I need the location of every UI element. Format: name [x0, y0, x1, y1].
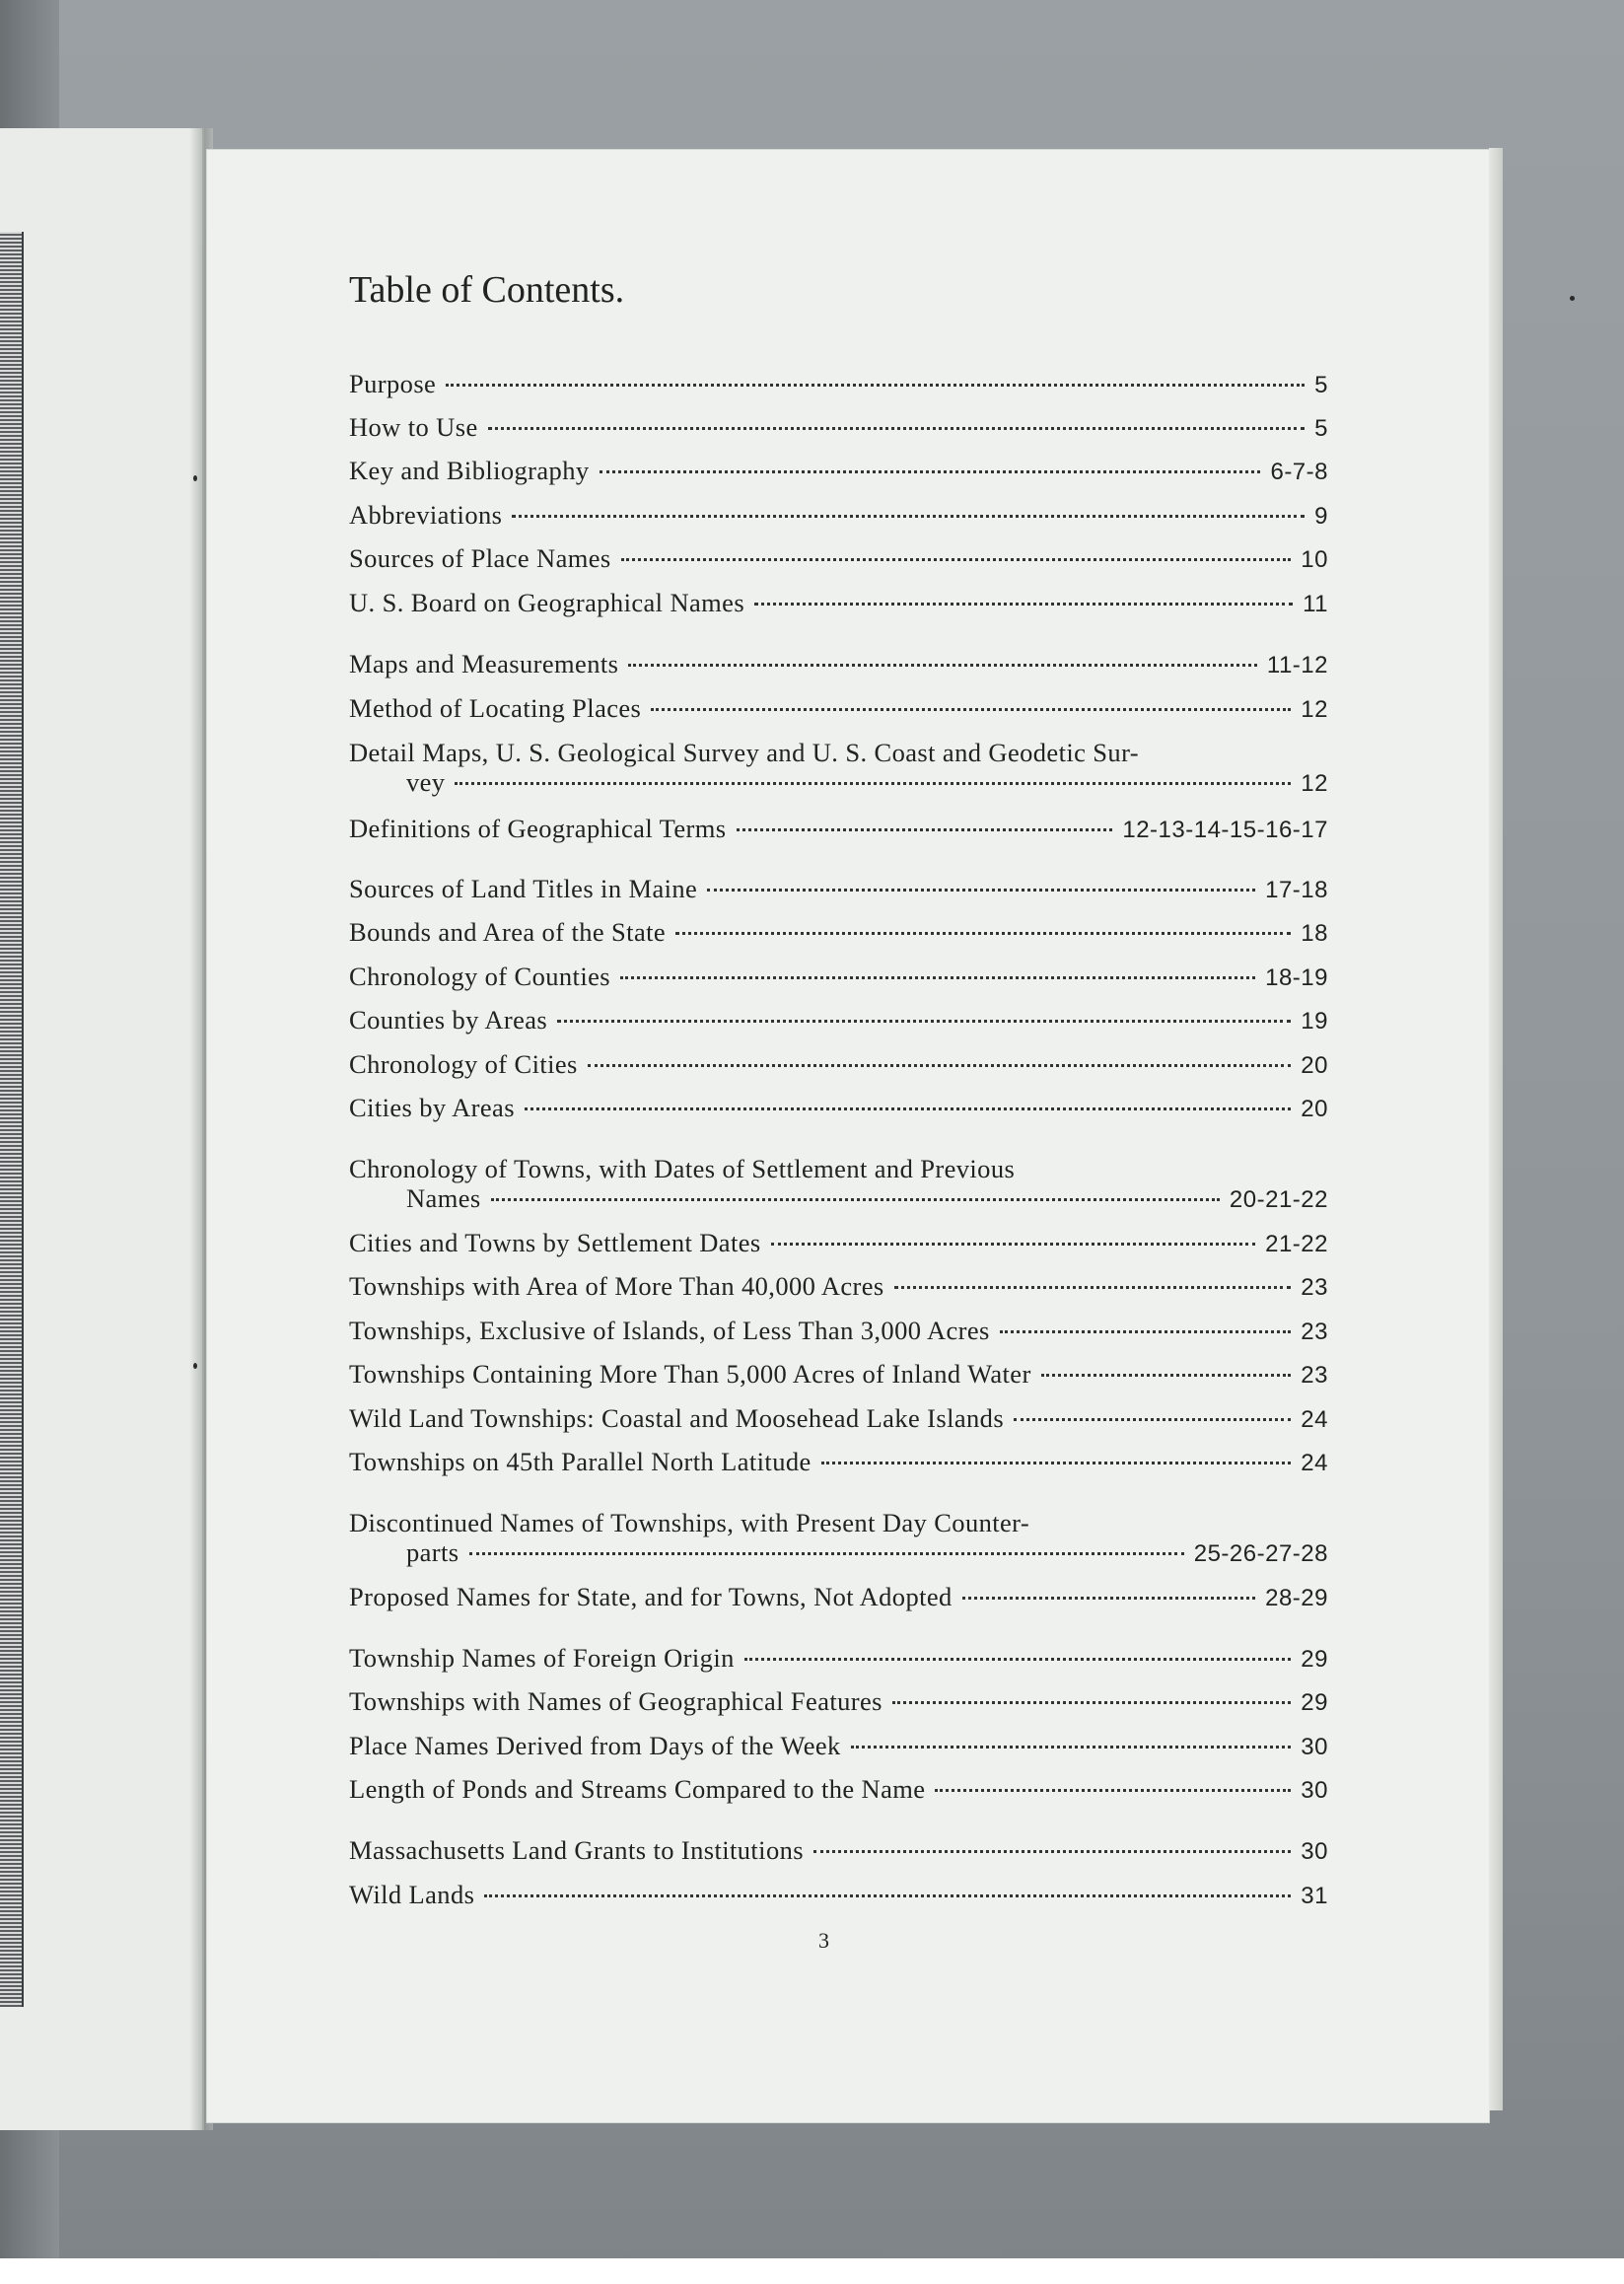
- toc-entry-label: Method of Locating Places: [349, 693, 642, 723]
- toc-entry-label: Detail Maps, U. S. Geological Survey and U. S. Coast and Geodetic Sur-: [349, 738, 1139, 767]
- toc-entry-line: [349, 1508, 1328, 1538]
- toc-entry-page: 11-12: [1266, 652, 1328, 678]
- dot-leader: [935, 1789, 1291, 1792]
- dot-leader: [744, 1658, 1292, 1661]
- toc-entry-line: [349, 1880, 1328, 1910]
- toc-entry-label: Definitions of Geographical Terms: [349, 814, 727, 843]
- toc-entry-line: [349, 767, 1328, 798]
- toc-entry-label: Abbreviations: [349, 500, 503, 530]
- dot-leader: [1014, 1418, 1291, 1421]
- toc-entry-line: [349, 1183, 1328, 1214]
- toc-entry-label: Townships, Exclusive of Islands, of Less Than 3,000 Acres: [349, 1316, 990, 1345]
- toc-entry: [349, 500, 1328, 532]
- dot-leader: [1000, 1330, 1292, 1333]
- toc-entry: [349, 543, 1328, 575]
- toc-entry-page: 11: [1303, 591, 1328, 617]
- toc-entry: [349, 874, 1328, 905]
- dot-leader: [588, 1064, 1292, 1067]
- toc-entry: [349, 693, 1328, 725]
- toc-entry-line: [349, 1316, 1328, 1346]
- toc-entry: [349, 649, 1328, 680]
- toc-entry-page: 12-13-14-15-16-17: [1122, 817, 1328, 843]
- toc-entry: [349, 1880, 1328, 1911]
- dot-leader: [651, 708, 1291, 711]
- toc-entry-line: [349, 1731, 1328, 1761]
- dot-leader: [512, 515, 1305, 518]
- toc-entry: [349, 1508, 1328, 1567]
- toc-entry-page: 25-26-27-28: [1193, 1540, 1328, 1567]
- toc-entry-line: [349, 1835, 1328, 1866]
- toc-entry-line: [349, 500, 1328, 531]
- toc-entry-label: Wild Lands: [349, 1880, 475, 1909]
- toc-entry-label: Chronology of Counties: [349, 962, 610, 991]
- toc-entry-line: [349, 1093, 1328, 1123]
- dot-leader: [469, 1552, 1184, 1555]
- toc-entry-label: Bounds and Area of the State: [349, 917, 667, 947]
- dot-leader: [962, 1597, 1255, 1600]
- toc-entry: [349, 962, 1328, 993]
- toc-entry: [349, 1835, 1328, 1867]
- toc-entry: [349, 1049, 1328, 1081]
- toc-entry-line: [349, 649, 1328, 679]
- toc-entry-label: Place Names Derived from Days of the Week: [349, 1731, 841, 1760]
- dot-leader: [484, 1894, 1291, 1897]
- toc-entry-page: 28-29: [1265, 1585, 1328, 1611]
- toc-entry-line: [349, 738, 1328, 768]
- dot-leader: [491, 1198, 1220, 1201]
- toc-entry-line: [349, 1154, 1328, 1184]
- toc-entry-label: Sources of Place Names: [349, 543, 611, 573]
- toc-entry: [349, 1774, 1328, 1806]
- toc-entry: [349, 1228, 1328, 1259]
- dust-speck: [193, 1363, 197, 1369]
- toc-entry-label: Cities by Areas: [349, 1093, 515, 1122]
- toc-entry-continuation: Names: [406, 1183, 481, 1213]
- dot-leader: [488, 427, 1306, 430]
- dot-leader: [771, 1243, 1256, 1246]
- toc-entry-label: Length of Ponds and Streams Compared to the Name: [349, 1774, 926, 1804]
- toc-entry: [349, 1359, 1328, 1391]
- left-page-border-pattern: [0, 232, 24, 2007]
- toc-entry-line: [349, 369, 1328, 399]
- dot-leader: [754, 603, 1293, 606]
- toc-entry-line: [349, 1582, 1328, 1612]
- toc-entry-line: [349, 1447, 1328, 1477]
- toc-entry-label: Discontinued Names of Townships, with Present Day Counter-: [349, 1508, 1030, 1537]
- toc-entry: [349, 1643, 1328, 1675]
- dot-leader: [894, 1286, 1292, 1289]
- toc-entry-label: Cities and Towns by Settlement Dates: [349, 1228, 761, 1257]
- toc-entry-line: [349, 693, 1328, 724]
- dot-leader: [525, 1107, 1291, 1110]
- toc-entry-page: 18-19: [1265, 964, 1328, 991]
- toc-entry-line: [349, 917, 1328, 948]
- toc-entry-label: Purpose: [349, 369, 437, 398]
- dot-leader: [851, 1746, 1292, 1749]
- dot-leader: [737, 828, 1113, 831]
- toc-entry-label: Maps and Measurements: [349, 649, 619, 678]
- dot-leader: [1041, 1374, 1292, 1377]
- toc-entry: [349, 1093, 1328, 1124]
- dust-speck: [193, 475, 197, 481]
- toc-entry-label: Key and Bibliography: [349, 456, 590, 485]
- toc-entry-label: Sources of Land Titles in Maine: [349, 874, 698, 903]
- toc-entry-line: [349, 1686, 1328, 1717]
- toc-entry-line: [349, 543, 1328, 574]
- page-edge: [1489, 148, 1503, 2110]
- dot-leader: [813, 1850, 1291, 1853]
- toc-entry-page: 23: [1301, 1274, 1328, 1301]
- dot-leader: [557, 1020, 1291, 1023]
- scan-margin: [0, 2258, 1624, 2284]
- dot-leader: [455, 782, 1291, 785]
- toc-entry-line: [349, 1643, 1328, 1674]
- toc-entry-label: Townships with Area of More Than 40,000 Acres: [349, 1271, 884, 1301]
- dot-leader: [600, 470, 1261, 473]
- toc-entry-page: 21-22: [1265, 1231, 1328, 1257]
- toc-entry: [349, 814, 1328, 845]
- toc-entry-continuation: parts: [406, 1537, 459, 1567]
- dot-leader: [707, 889, 1255, 892]
- toc-entry-label: Wild Land Townships: Coastal and Moosehead Lake Islands: [349, 1403, 1005, 1433]
- dot-leader: [446, 384, 1305, 387]
- toc-entry-page: 24: [1301, 1406, 1328, 1433]
- dot-leader: [628, 664, 1257, 667]
- toc-entry-page: 10: [1301, 546, 1328, 573]
- toc-entry-line: [349, 1403, 1328, 1434]
- toc-entry-page: 24: [1301, 1450, 1328, 1476]
- toc-entry: [349, 412, 1328, 444]
- dust-speck: [1570, 296, 1575, 301]
- toc-entry-label: Township Names of Foreign Origin: [349, 1643, 735, 1673]
- toc-entry-line: [349, 1774, 1328, 1805]
- dot-leader: [620, 976, 1255, 979]
- toc-entry-page: 29: [1301, 1689, 1328, 1716]
- toc-entry-line: [349, 1228, 1328, 1258]
- toc-entry-page: 12: [1301, 770, 1328, 797]
- dot-leader: [892, 1701, 1291, 1704]
- toc-entry-label: Proposed Names for State, and for Towns, Not Adopted: [349, 1582, 953, 1611]
- page-number: 3: [818, 1928, 829, 1953]
- toc-entry-label: Townships Containing More Than 5,000 Acres of Inland Water: [349, 1359, 1031, 1389]
- toc-entry: [349, 738, 1328, 797]
- toc-entry-page: 5: [1314, 372, 1328, 398]
- toc-entry-label: How to Use: [349, 412, 478, 442]
- toc-entry-page: 6-7-8: [1270, 459, 1328, 485]
- toc-entry-page: 20: [1301, 1096, 1328, 1122]
- toc-entry-label: U. S. Board on Geographical Names: [349, 588, 745, 617]
- toc-entry-page: 30: [1301, 1734, 1328, 1760]
- toc-entry: [349, 1271, 1328, 1303]
- toc-entry-label: Chronology of Cities: [349, 1049, 578, 1079]
- left-page: [0, 128, 204, 2130]
- toc-entry: [349, 456, 1328, 487]
- toc-entry: [349, 1316, 1328, 1347]
- dot-leader: [675, 932, 1291, 935]
- toc-entry-page: 30: [1301, 1838, 1328, 1865]
- toc-entry-line: [349, 1271, 1328, 1302]
- toc-entry-continuation: vey: [406, 767, 446, 797]
- toc-entry: [349, 588, 1328, 619]
- toc-entry-line: [349, 412, 1328, 443]
- toc-entry: [349, 1403, 1328, 1435]
- toc-entry-page: 12: [1301, 696, 1328, 723]
- toc-entry: [349, 1447, 1328, 1478]
- toc-entry-line: [349, 874, 1328, 904]
- toc-entry-page: 31: [1301, 1883, 1328, 1909]
- toc-entry-line: [349, 962, 1328, 992]
- right-page: [207, 150, 1489, 2122]
- toc-entry-line: [349, 1537, 1328, 1568]
- page-title: Table of Contents.: [349, 269, 625, 311]
- toc-entry-page: 30: [1301, 1777, 1328, 1804]
- toc-entry-line: [349, 814, 1328, 844]
- dot-leader: [621, 558, 1292, 561]
- toc-entry-page: 17-18: [1265, 877, 1328, 903]
- toc-entry-label: Townships on 45th Parallel North Latitude: [349, 1447, 812, 1476]
- toc-entry-page: 5: [1314, 415, 1328, 442]
- toc-entry-line: [349, 1005, 1328, 1035]
- toc-entry: [349, 1154, 1328, 1213]
- dot-leader: [821, 1462, 1292, 1464]
- toc-entry-label: Counties by Areas: [349, 1005, 548, 1035]
- toc-entry-label: Townships with Names of Geographical Features: [349, 1686, 883, 1716]
- toc-entry-page: 20: [1301, 1052, 1328, 1079]
- toc-entry-page: 18: [1301, 920, 1328, 947]
- toc-entry-page: 20-21-22: [1229, 1186, 1328, 1213]
- toc-entry-page: 23: [1301, 1319, 1328, 1345]
- toc-entry: [349, 1686, 1328, 1718]
- toc-entry-label: Massachusetts Land Grants to Institutions: [349, 1835, 804, 1865]
- toc-entry: [349, 1731, 1328, 1762]
- toc-entry: [349, 1582, 1328, 1613]
- toc-entry-label: Chronology of Towns, with Dates of Settlement and Previous: [349, 1154, 1016, 1183]
- toc-entry-page: 29: [1301, 1646, 1328, 1673]
- toc-entry-line: [349, 1359, 1328, 1390]
- toc-entry: [349, 1005, 1328, 1036]
- toc-entry: [349, 369, 1328, 400]
- toc-entry-page: 9: [1314, 503, 1328, 530]
- toc-entry-page: 19: [1301, 1008, 1328, 1035]
- toc-entry-page: 23: [1301, 1362, 1328, 1389]
- toc-entry: [349, 917, 1328, 949]
- toc-entry-line: [349, 588, 1328, 618]
- toc-entry-line: [349, 456, 1328, 486]
- toc-entry-line: [349, 1049, 1328, 1080]
